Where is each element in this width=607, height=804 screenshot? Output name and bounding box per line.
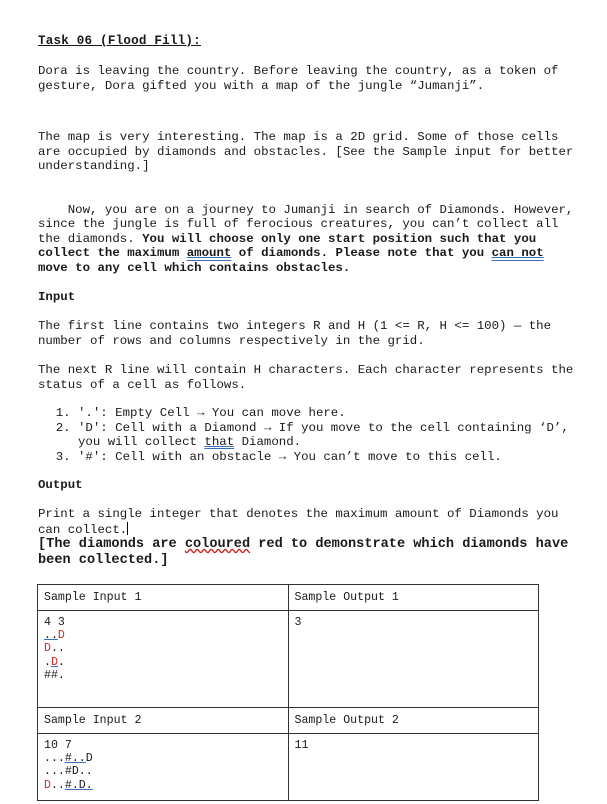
grid-segment: D [57, 629, 65, 643]
grid-rows [44, 752, 282, 792]
list-item-underlined: that [204, 435, 235, 450]
output-paragraph [38, 507, 578, 537]
input-paragraph-1: The first line contains two integers R and H (1 <= R, H <= 100) — the number of rows and columns respectively in the grid. [38, 319, 559, 348]
grid-segment: #.. [64, 752, 86, 766]
journey-cannot: can not [491, 246, 544, 261]
grid-row [44, 629, 282, 642]
grid-segment: ... [44, 752, 65, 766]
sample-input-2-header: Sample Input 2 [38, 708, 289, 734]
samples-table [37, 584, 539, 801]
grid-first-line: 4 3 [44, 616, 65, 629]
journey-normal: Now, you are on a journey to Jumanji in search of Diamonds. However, since the jungle is full of ferocious creatures, you can’t collect all the diamonds. [38, 202, 581, 246]
output-text: Print a single integer that denotes the maximum amount of Diamonds you can collect. [38, 507, 566, 537]
journey-amount: amount [186, 246, 232, 261]
list-item [78, 421, 578, 450]
grid-row [44, 752, 282, 765]
journey-bold-3: move to any cell which contains obstacles. [38, 246, 552, 275]
sample-input-1 [38, 611, 289, 708]
grid-segment: ##. [44, 668, 65, 682]
note-paragraph [38, 537, 578, 568]
grid-row [44, 765, 282, 778]
journey-paragraph [38, 188, 581, 290]
input-heading: Input [38, 290, 76, 304]
note-text: [The diamonds are [38, 537, 185, 552]
task-title: Task 06 (Flood Fill): [38, 34, 201, 48]
journey-bold-2: of diamonds. Please note that you [231, 246, 492, 261]
grid-segment: D [85, 752, 93, 766]
grid-row [44, 779, 282, 792]
sample-output-1: 3 [288, 611, 539, 708]
sample-output-1-header: Sample Output 1 [288, 585, 539, 611]
grid-segment: D [44, 778, 51, 792]
list-item-text: 'D': Cell with a Diamond → If you move to the cell containing ‘D’, you will collect [78, 420, 569, 450]
map-paragraph: The map is very interesting. The map is a 2D grid. Some of those cells are occupied by diamonds and obstacles. [See the Sample input for better understanding.] [38, 130, 581, 174]
grid-segment: D [44, 642, 51, 656]
grid-row [44, 669, 282, 682]
list-item: 1. '.': Empty Cell → You can move here. [78, 406, 578, 421]
sample-input-2 [38, 734, 289, 801]
grid-segment: . [44, 655, 51, 669]
note-misspelled-word: coloured [184, 537, 251, 552]
text-cursor [127, 522, 128, 535]
list-item: 3. '#': Cell with an obstacle → You can’t move to this cell. [78, 450, 578, 465]
grid-row [44, 656, 282, 669]
grid-row [44, 642, 282, 655]
grid-segment: .. [50, 778, 65, 792]
grid-segment: .. [44, 629, 58, 643]
grid-segment: . [57, 655, 65, 669]
grid-segment: .. [50, 642, 65, 656]
grid-rows [44, 629, 282, 682]
grid-segment: #.D. [64, 778, 93, 792]
list-item-text-end: Diamond. [234, 435, 302, 450]
sample-input-1-header: Sample Input 1 [38, 585, 289, 611]
cell-status-list [38, 406, 578, 464]
grid-first-line: 10 7 [44, 739, 72, 752]
sample-output-2: 11 [288, 734, 539, 801]
grid-segment: D [50, 655, 58, 669]
intro-paragraph: Dora is leaving the country. Before leaving the country, as a token of gesture, Dora gifted you with a map of the jungle “Jumanji”. [38, 64, 566, 93]
input-paragraph-2: The next R line will contain H characters. Each character represents the status of a cell as follows. [38, 363, 581, 392]
grid-segment: ...#D.. [44, 765, 93, 779]
journey-bold-1: You will choose only one start position such that you collect the maximum [38, 231, 544, 261]
note-text-end: red to demonstrate which diamonds have been collected.] [38, 537, 577, 568]
output-heading: Output [38, 478, 83, 492]
sample-output-2-header: Sample Output 2 [288, 708, 539, 734]
